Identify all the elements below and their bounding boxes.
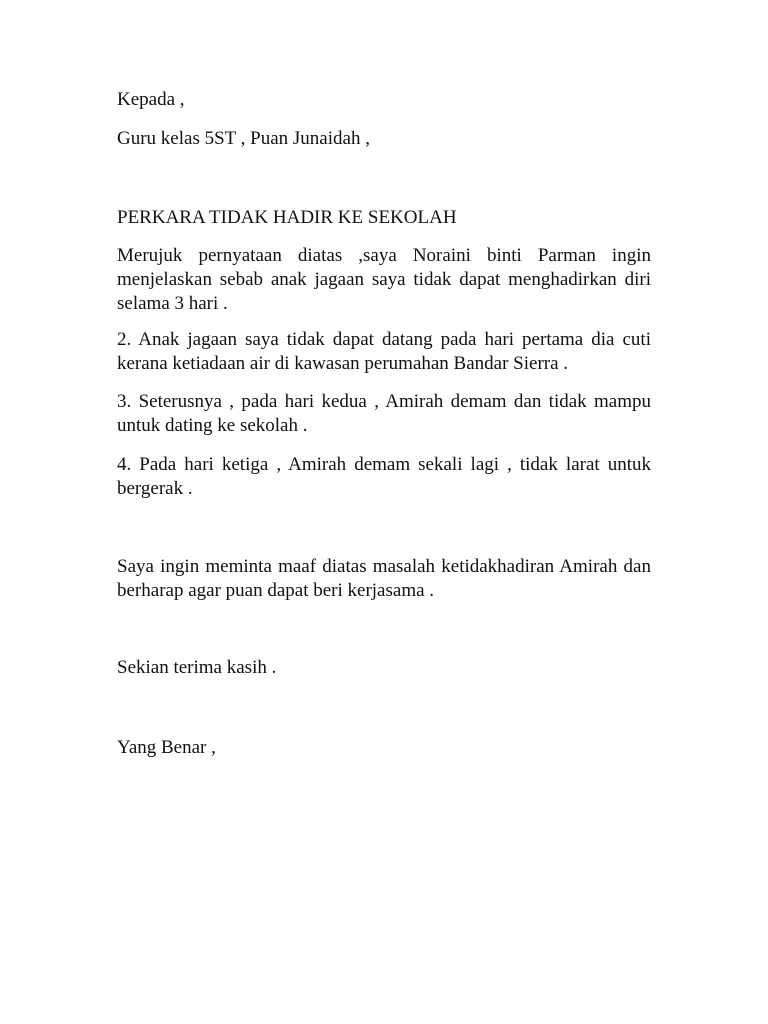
recipient: Guru kelas 5ST , Puan Junaidah , xyxy=(117,128,370,149)
subject-heading: PERKARA TIDAK HADIR KE SEKOLAH xyxy=(117,207,457,228)
paragraph-4: 4. Pada hari ketiga , Amirah demam sekali lagi , tidak larat untuk bergerak . xyxy=(117,454,651,499)
salutation: Kepada , xyxy=(117,89,185,110)
thanks-line: Sekian terima kasih . xyxy=(117,657,277,678)
paragraph-intro: Merujuk pernyataan diatas ,saya Noraini binti Parman ingin menjelaskan sebab anak jagaan saya tidak dapat menghadirkan diri selama 3 hari . xyxy=(117,245,651,314)
paragraph-3: 3. Seterusnya , pada hari kedua , Amirah demam dan tidak mampu untuk dating ke sekolah . xyxy=(117,391,651,436)
apology-paragraph: Saya ingin meminta maaf diatas masalah ketidakhadiran Amirah dan berharap agar puan dapat beri kerjasama . xyxy=(117,556,651,601)
closing-line: Yang Benar , xyxy=(117,737,216,758)
paragraph-2: 2. Anak jagaan saya tidak dapat datang pada hari pertama dia cuti kerana ketiadaan air di kawasan perumahan Bandar Sierra . xyxy=(117,329,651,374)
